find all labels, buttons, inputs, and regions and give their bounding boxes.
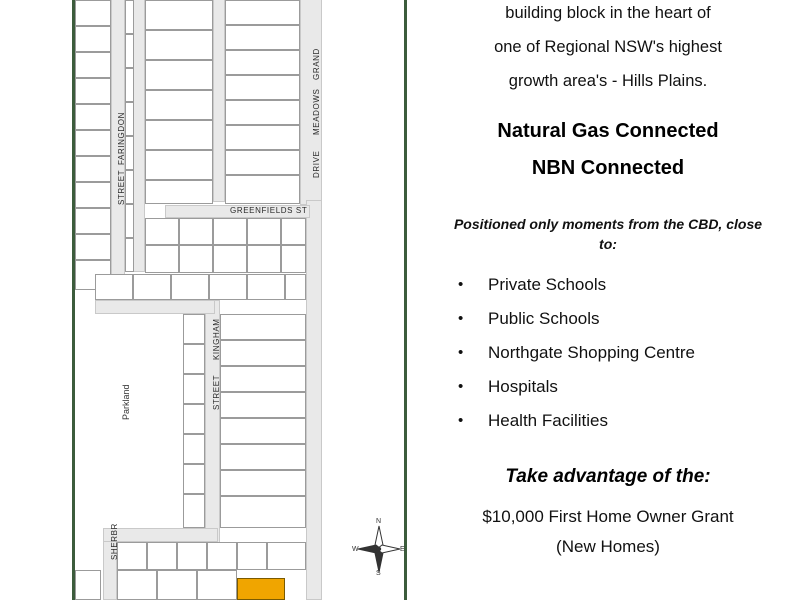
road-inner-loop-vertical — [133, 0, 145, 272]
lot-block — [183, 494, 205, 528]
lot-block — [75, 130, 111, 156]
grant-line-2: (New Homes) — [556, 537, 660, 556]
grant-block — [430, 502, 786, 562]
lot-block — [179, 218, 213, 245]
lot-block — [177, 542, 207, 570]
lot-block — [225, 100, 300, 125]
lot-block — [285, 274, 306, 300]
lot-block — [183, 314, 205, 344]
lede-paragraph — [430, 0, 786, 98]
positioned-line-1: Positioned only moments from the CBD, close — [453, 216, 763, 232]
headline-nbn: NBN Connected — [531, 157, 685, 179]
lot-block — [125, 34, 134, 68]
lot-block — [220, 366, 306, 392]
lot-block — [75, 78, 111, 104]
lot-block-highlighted[interactable] — [237, 578, 285, 600]
lot-block — [267, 542, 306, 570]
lot-block — [183, 374, 205, 404]
lede-line-1: building block in the heart of — [505, 4, 711, 22]
road-kingham-connector — [95, 300, 215, 314]
lot-block — [281, 218, 306, 245]
lot-block — [225, 0, 300, 25]
lot-block — [209, 274, 247, 300]
lot-block — [147, 542, 177, 570]
lot-block — [75, 52, 111, 78]
compass-label-east: E — [400, 546, 405, 553]
lot-block — [75, 182, 111, 208]
lot-block — [220, 340, 306, 366]
lot-block — [145, 0, 213, 30]
list-item: • Hospitals — [458, 370, 786, 404]
lot-block — [95, 274, 133, 300]
lot-block — [225, 175, 300, 204]
lede-line-3: growth area's - Hills Plains. — [508, 72, 708, 90]
lot-block — [125, 204, 134, 238]
lot-block — [125, 0, 134, 34]
road-label-kingham-street: STREET — [212, 374, 221, 410]
lot-block — [225, 75, 300, 100]
lot-block — [75, 26, 111, 52]
road-label-grand: GRAND — [312, 48, 321, 80]
lot-block — [145, 180, 213, 204]
grant-line-1: $10,000 First Home Owner Grant — [482, 507, 734, 526]
marketing-copy-panel — [412, 0, 800, 600]
lot-block — [125, 136, 134, 170]
lot-block — [145, 30, 213, 60]
road-label-faringdon-street: STREET — [117, 169, 126, 205]
take-advantage-heading: Take advantage of the: — [505, 466, 711, 487]
list-item: • Health Facilities — [458, 404, 786, 438]
lot-block — [207, 542, 237, 570]
compass-label-north: N — [376, 518, 382, 525]
lot-block — [247, 274, 285, 300]
road-label-meadows: MEADOWS — [312, 88, 321, 135]
lot-block — [145, 245, 179, 273]
lot-block — [145, 150, 213, 180]
lot-block — [220, 418, 306, 444]
lot-block — [220, 392, 306, 418]
headline-natural-gas: Natural Gas Connected — [497, 120, 719, 142]
lot-block — [75, 104, 111, 130]
lot-block — [237, 542, 267, 570]
lot-block — [145, 60, 213, 90]
compass-label-west: W — [352, 546, 359, 553]
lot-block — [145, 90, 213, 120]
lot-block — [225, 25, 300, 50]
lot-block — [213, 245, 247, 273]
lot-block — [213, 218, 247, 245]
lede-line-2: one of Regional NSW's highest — [494, 38, 722, 56]
list-item: • Northgate Shopping Centre — [458, 336, 786, 370]
lot-block — [183, 434, 205, 464]
lot-block — [75, 156, 111, 182]
lot-block — [183, 404, 205, 434]
lot-block — [197, 570, 237, 600]
map-canvas — [75, 0, 404, 600]
compass-label-south: S — [376, 570, 381, 577]
lot-block — [75, 208, 111, 234]
lot-block — [75, 234, 111, 260]
positioned-line-2: to: — [599, 236, 617, 252]
compass-rose — [352, 520, 406, 578]
lot-block — [125, 170, 134, 204]
lot-block — [125, 238, 134, 272]
lot-block — [220, 470, 306, 496]
road-label-greenfields: GREENFIELDS ST — [230, 206, 308, 215]
positioned-statement — [430, 214, 786, 254]
lot-block — [183, 464, 205, 494]
lot-block — [117, 542, 147, 570]
lot-block — [225, 125, 300, 150]
lot-block — [281, 245, 306, 273]
lot-block — [220, 314, 306, 340]
road-sherbrooke-connector — [103, 528, 218, 542]
lot-block — [145, 120, 213, 150]
lot-block — [125, 68, 134, 102]
map-right-border — [404, 0, 407, 600]
lot-block — [247, 245, 281, 273]
road-label-sherbrooke: SHERBR — [110, 523, 119, 560]
lot-block — [225, 150, 300, 175]
parkland-label: Parkland — [121, 384, 131, 420]
road-grand-meadows-drive-lower — [306, 200, 322, 600]
lot-block — [117, 570, 157, 600]
lot-block — [75, 570, 101, 600]
road-inner-loop-vertical-right — [213, 0, 225, 202]
lot-block — [247, 218, 281, 245]
features-list — [430, 268, 786, 438]
lot-block — [133, 274, 171, 300]
lot-block — [157, 570, 197, 600]
list-item: • Public Schools — [458, 302, 786, 336]
lot-block — [125, 102, 134, 136]
lot-block — [220, 496, 306, 528]
road-label-faringdon: FARINGDON — [117, 112, 126, 165]
lot-block — [75, 0, 111, 26]
lot-block — [225, 50, 300, 75]
road-label-kingham: KINGHAM — [212, 318, 221, 360]
lot-block — [145, 218, 179, 245]
lot-block — [179, 245, 213, 273]
lot-block — [220, 444, 306, 470]
road-label-drive: DRIVE — [312, 150, 321, 178]
lot-block — [183, 344, 205, 374]
list-item: • Private Schools — [458, 268, 786, 302]
lot-block — [171, 274, 209, 300]
